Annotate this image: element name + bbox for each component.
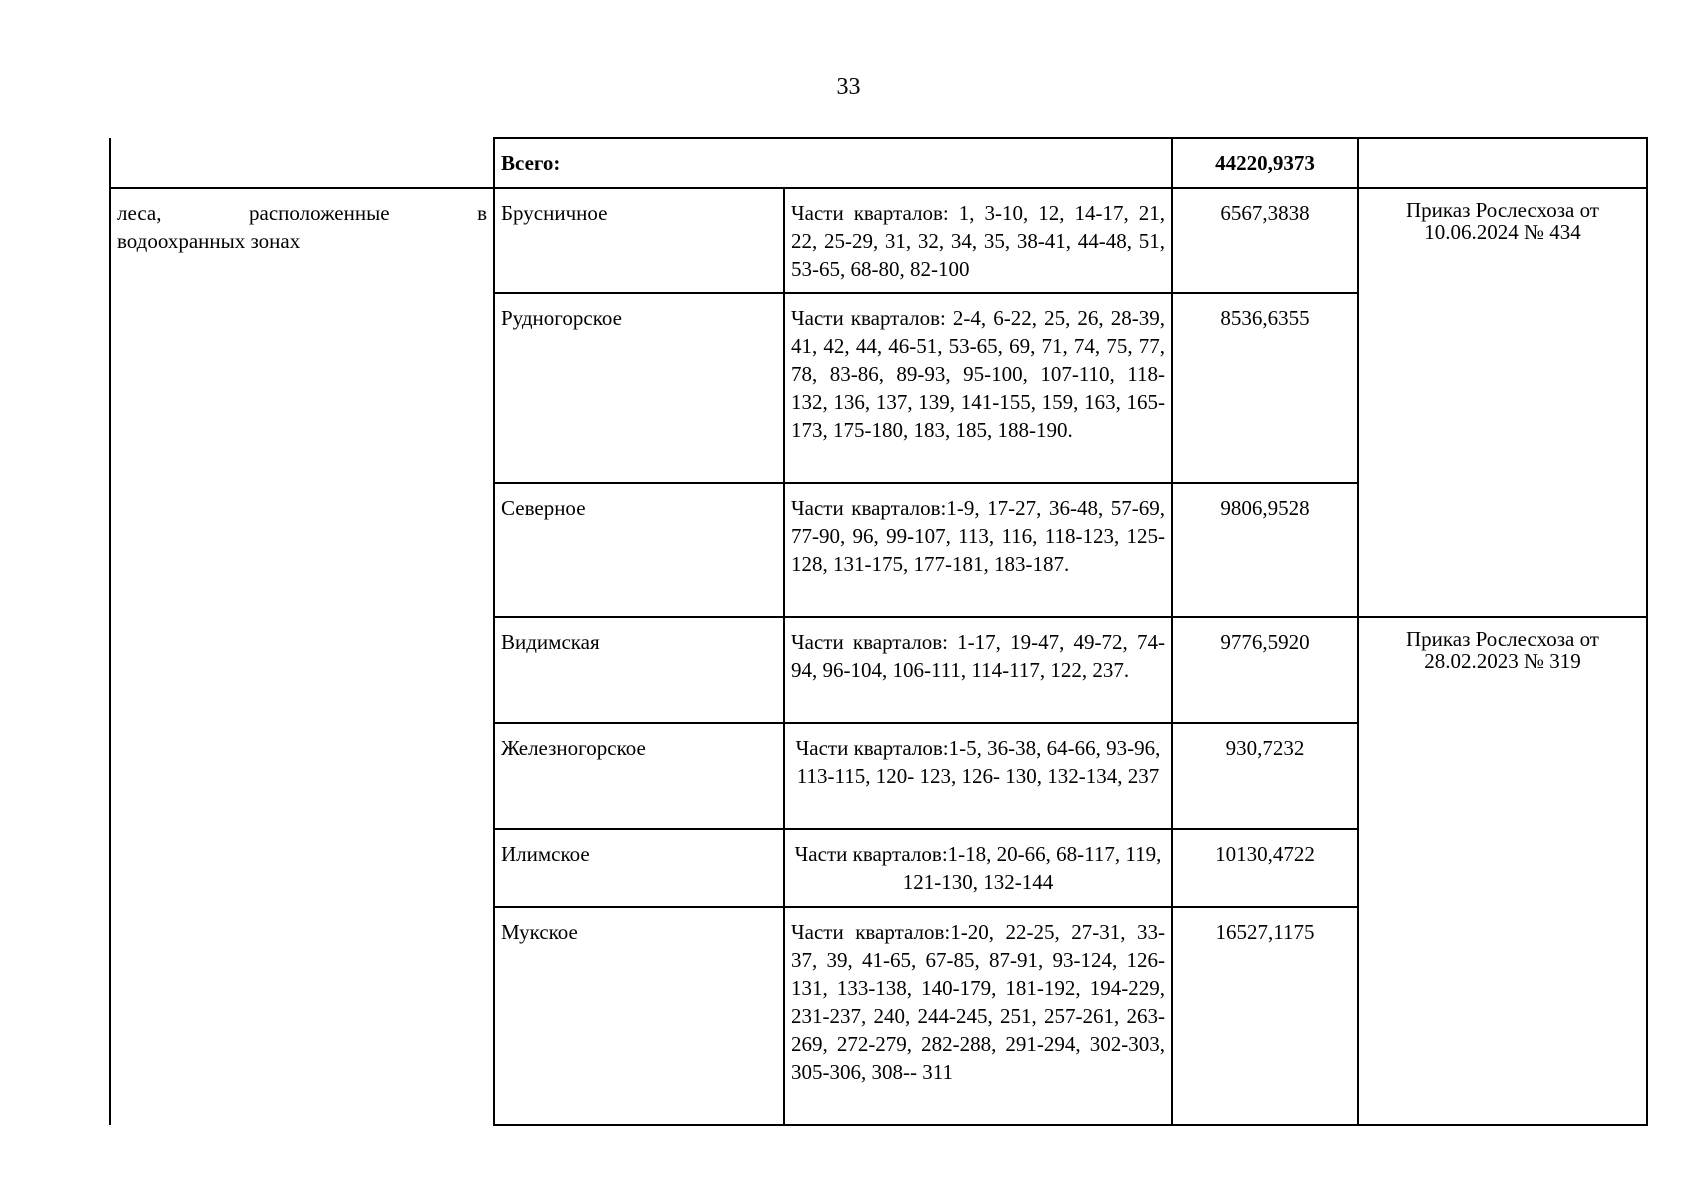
quarters-cell: Части кварталов:1-18, 20-66, 68-117, 119, 121-130, 132-144 [784,829,1172,907]
forest-type-cell [110,188,494,1125]
forest-type-line: водоохранных зонах [117,229,301,253]
order-line: Приказ Рослесхоза от [1406,627,1599,651]
quarters-cell: Части кварталов: 1-17, 19-47, 49-72, 74-94, 96-104, 106-111, 114-117, 122, 237. [784,617,1172,723]
area-value: 9806,9528 [1172,483,1358,617]
quarters-cell: Части кварталов:1-20, 22-25, 27-31, 33-37, 39, 41-65, 67-85, 87-91, 93-124, 126-131, 133-138, 140-179, 181-192, 194-229, 231-237, 240, 244-245, 251, 257-261, 263-269, 272-279, 282-288, 291-294, 302-303, 305-306, 308-- 311 [784,907,1172,1125]
quarters-cell: Части кварталов: 2-4, 6-22, 25, 26, 28-39, 41, 42, 44, 46-51, 53-65, 69, 71, 74, 75, 77, 78, 83-86, 89-93, 95-100, 107-110, 118-132, 136, 137, 139, 141-155, 159, 163, 165-173, 175-180, 183, 185, 188-190. [784,293,1172,483]
total-value: 44220,9373 [1172,138,1358,188]
order-cell [1358,188,1647,617]
area-value: 8536,6355 [1172,293,1358,483]
quarters-cell: Части кварталов:1-9, 17-27, 36-48, 57-69, 77-90, 96, 99-107, 113, 116, 118-123, 125-128, 131-175, 177-181, 183-187. [784,483,1172,617]
forestry-name: Брусничное [494,188,784,293]
quarters-cell: Части кварталов:1-5, 36-38, 64-66, 93-96, 113-115, 120- 123, 126- 130, 132-134, 237 [784,723,1172,829]
forestry-name: Мукское [494,907,784,1125]
area-value: 10130,4722 [1172,829,1358,907]
table-row [110,188,1647,293]
area-value: 930,7232 [1172,723,1358,829]
page-number: 33 [836,74,861,100]
forestry-name: Видимская [494,617,784,723]
forest-type-line: леса, расположенные в [117,201,487,225]
area-value: 9776,5920 [1172,617,1358,723]
order-line: 10.06.2024 № 434 [1424,220,1581,244]
forest-areas-table [109,137,1648,1126]
forestry-name: Северное [494,483,784,617]
total-row [110,138,1647,188]
empty-cell [110,138,494,188]
order-line: Приказ Рослесхоза от [1406,198,1599,222]
forestry-name: Рудногорское [494,293,784,483]
empty-cell [1358,138,1647,188]
order-line: 28.02.2023 № 319 [1424,649,1581,673]
quarters-cell: Части кварталов: 1, 3-10, 12, 14-17, 21, 22, 25-29, 31, 32, 34, 35, 38-41, 44-48, 51, 53-65, 68-80, 82-100 [784,188,1172,293]
forestry-name: Железногорское [494,723,784,829]
forestry-name: Илимское [494,829,784,907]
area-value: 16527,1175 [1172,907,1358,1125]
total-label: Всего: [494,138,1172,188]
area-value: 6567,3838 [1172,188,1358,293]
order-cell [1358,617,1647,1125]
